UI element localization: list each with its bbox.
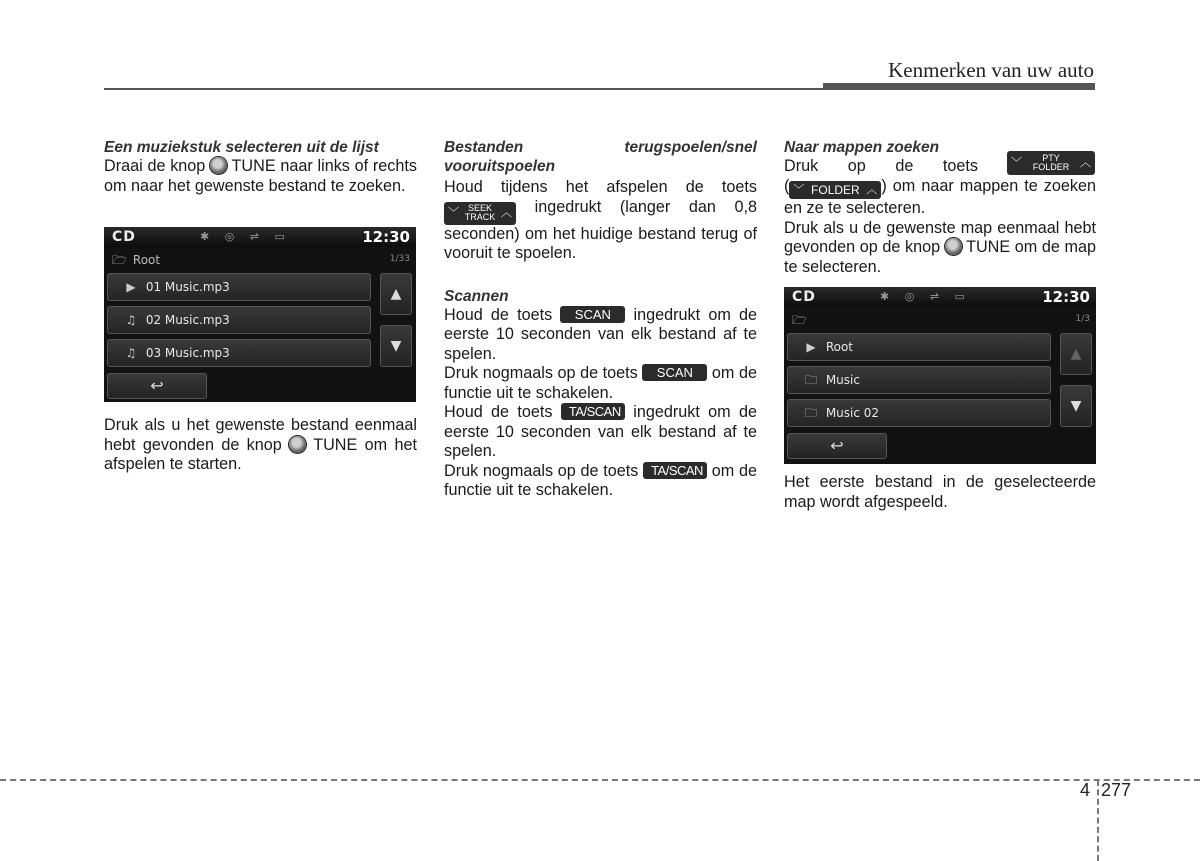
scroll-down-button[interactable]: ▼	[380, 325, 412, 367]
chevron-down-icon: ﹀	[793, 183, 805, 196]
status-bar	[104, 227, 416, 247]
path-label: Root	[132, 253, 161, 267]
clock: 12:30	[362, 228, 410, 246]
tascan-key: TA/SCAN	[643, 462, 707, 479]
breadcrumb	[112, 251, 160, 272]
chevron-up-icon: ︿	[866, 183, 878, 196]
music-note-icon: ♫	[125, 346, 137, 360]
scroll-up-button[interactable]: ▲	[1060, 333, 1092, 375]
paragraph-scan-hold	[444, 306, 757, 365]
list-item-label: Root	[825, 340, 854, 354]
chevron-down-icon: ﹀	[1011, 156, 1022, 169]
tascan-key: TA/SCAN	[561, 403, 625, 420]
chevron-down-icon: ﹀	[448, 206, 459, 219]
text: TUNE om de map te selecteren.	[784, 238, 1096, 276]
source-label: CD	[112, 229, 136, 245]
list-item[interactable]	[107, 306, 371, 334]
play-icon: ▶	[806, 340, 816, 354]
list-item[interactable]	[787, 333, 1051, 361]
key-label-bottom: FOLDER	[1032, 162, 1070, 172]
chevron-up-icon: ︿	[1079, 156, 1091, 169]
scroll-down-button[interactable]: ▼	[1060, 385, 1092, 427]
section-heading-folders: Naar mappen zoeken	[784, 139, 940, 156]
folder-icon: 🗀	[804, 406, 817, 420]
list-item-label: 03 Music.mp3	[145, 346, 230, 360]
text: TUNE om het afspelen te starten.	[104, 435, 417, 473]
text: om de functie uit te schakelen.	[444, 461, 757, 499]
back-button[interactable]: ↩	[107, 373, 207, 399]
text: ingedrukt (langer dan 0,8 seconden) om het huidige bestand terug of vooruit te spoelen.	[444, 197, 758, 262]
list-item[interactable]	[107, 273, 371, 301]
header-rule	[104, 88, 1095, 90]
column-3	[784, 138, 1096, 277]
text: TUNE naar links of rechts om naar het gewenste bestand te zoeken.	[104, 157, 417, 195]
breadcrumb	[792, 311, 813, 332]
paragraph-tascan-off	[444, 462, 757, 501]
paragraph-press-key-b	[784, 177, 1096, 219]
key-label: FOLDER	[811, 182, 860, 197]
scan-key: SCAN	[642, 364, 707, 381]
folder-key	[789, 181, 881, 199]
paragraph-seek	[444, 178, 757, 264]
tune-knob-icon	[210, 157, 227, 174]
text: Druk als u de gewenste map eenmaal hebt gevonden op de knop	[784, 218, 1096, 256]
list-item[interactable]	[107, 339, 371, 367]
page-number: 277	[1101, 780, 1132, 800]
music-note-icon: ♫	[125, 313, 137, 327]
scroll-up-button[interactable]: ▲	[380, 273, 412, 315]
page-header-title: Kenmerken van uw auto	[888, 58, 1094, 82]
file-count: 1/33	[389, 254, 410, 264]
paragraph-turn-knob	[104, 157, 417, 196]
list-item[interactable]	[787, 399, 1051, 427]
list-item-label: 01 Music.mp3	[145, 280, 230, 294]
text: Druk nogmaals op de toets	[444, 461, 639, 480]
chevron-up-icon: ︿	[500, 206, 512, 219]
column-2	[444, 138, 757, 501]
status-icons: ✱ ◎ ⇌ ▭	[200, 230, 291, 243]
back-button[interactable]: ↩	[787, 433, 887, 459]
text: Houd tijdens het afspelen de toets	[444, 178, 757, 196]
footer-divider	[1097, 780, 1099, 861]
folder-open-icon: 🗁	[112, 253, 127, 267]
key-label-bottom: TRACK	[464, 212, 496, 222]
paragraph-scan-off	[444, 364, 757, 403]
text: Druk op de toets	[784, 157, 978, 175]
column-1-lower	[104, 416, 417, 475]
paragraph-press-key-a	[784, 157, 1096, 177]
key-label-top: SEEK	[467, 203, 492, 213]
tune-knob-icon	[945, 238, 962, 255]
play-icon: ▶	[126, 280, 136, 294]
folder-count: 1/3	[1075, 314, 1090, 324]
chapter-number: 4	[1080, 780, 1091, 800]
source-label: CD	[792, 289, 816, 305]
seek-track-key	[444, 202, 516, 225]
text: Houd de toets	[444, 305, 553, 324]
text: om de functie uit te schakelen.	[444, 364, 757, 402]
paragraph-select-folder	[784, 219, 1096, 278]
folder-open-icon: 🗁	[792, 313, 807, 327]
cd-screen-folder-list	[784, 287, 1096, 464]
column-3-lower	[784, 473, 1096, 512]
text: ) om naar mappen te zoeken en ze te selecteren.	[784, 176, 1096, 217]
key-label-top: PTY	[1042, 153, 1060, 163]
paragraph-first-file: Het eerste bestand in de geselecteerde map wordt afgespeeld.	[784, 473, 1096, 511]
section-heading-select-track: Een muziekstuk selecteren uit de lijst	[104, 139, 379, 156]
status-bar	[784, 287, 1096, 307]
clock: 12:30	[1042, 288, 1090, 306]
footer-rule	[0, 779, 1200, 781]
list-item-label: Music	[825, 373, 860, 387]
tune-knob-icon	[289, 436, 306, 453]
scan-key: SCAN	[560, 306, 625, 323]
text: Houd de toets	[444, 403, 553, 421]
cd-screen-file-list	[104, 227, 416, 402]
text: Druk als u het gewenste bestand eenmaal hebt gevonden de knop	[104, 416, 417, 454]
text: ingedrukt om de eerste 10 seconden van elk bestand af te spelen.	[444, 403, 758, 460]
column-1	[104, 138, 417, 196]
text: ingedrukt om de eerste 10 seconden van elk bestand af te spelen.	[444, 305, 757, 363]
text: (	[784, 176, 790, 195]
list-item-label: 02 Music.mp3	[145, 313, 230, 327]
text: Draai de knop	[104, 157, 206, 175]
status-icons: ✱ ◎ ⇌ ▭	[880, 290, 971, 303]
list-item[interactable]	[787, 366, 1051, 394]
paragraph-press-knob	[104, 416, 417, 475]
list-item-label: Music 02	[825, 406, 880, 420]
section-heading-seek: Bestanden terugspoelen/snel vooruitspoelen	[444, 139, 757, 175]
text: Druk nogmaals op de toets	[444, 364, 638, 382]
paragraph-tascan-hold	[444, 403, 757, 462]
section-heading-scan: Scannen	[444, 287, 509, 305]
folder-icon: 🗀	[804, 373, 817, 387]
